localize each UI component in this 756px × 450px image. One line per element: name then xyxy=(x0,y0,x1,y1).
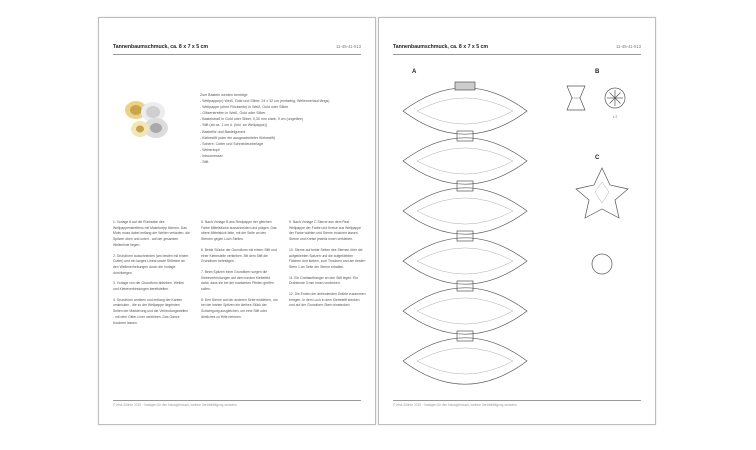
template-label-a: A xyxy=(412,69,417,75)
step-paragraph: 6. Beide Stücke der Grundform mit einem Stift und einer Klebestelle verkleben. Mit dem Stift die Grundform befestigen. xyxy=(201,247,277,264)
page-footer: © Irina Zöllner 2015 · Vorlagen für den Hausgebrauch, weitere Vervielfältigung verboten xyxy=(393,400,641,407)
template-a-fold-line xyxy=(417,98,513,124)
materials-item: - Stift xyxy=(200,160,209,165)
template-c-parts xyxy=(576,168,628,274)
materials-item: - Wellpappe(n) Weiß, Gold und Silber, 24 x 32 cm (einfarbig, Wellenverlauf längs) xyxy=(200,99,330,104)
materials-item: - Weberkopf xyxy=(200,147,220,152)
template-a-segment xyxy=(403,188,527,234)
materials-item: - Inbusmesser xyxy=(200,153,223,158)
article-code: 11-45-41-013 xyxy=(336,44,361,49)
step-paragraph: 3. Vorlage von der Grundform abheben. Wellen und Klebeverbindungen bereitstellen. xyxy=(113,281,184,292)
page-header xyxy=(113,44,361,55)
materials-item: - Bastelfilz und Bastelgummi xyxy=(200,129,246,134)
steps-column-2 xyxy=(201,220,278,326)
step-paragraph: 12. Die Enden der anbindenden Drähte zusammen bringen. In dem Loch in dem Klebestift stecken und auf der Grundform Stern einstecken. xyxy=(289,292,366,308)
instruction-page-left xyxy=(98,17,376,425)
template-a-segment xyxy=(403,138,527,184)
template-label-c: C xyxy=(595,155,600,161)
step-paragraph: 4. Grundform anritzen und entlang der Kanten umknicken - die zu der Wellpappe liegenden Seiten der Markierung und die Verbindungsstellen - mit dem Gitter-Liner verkleben. Das Ganze trocknen lassen. xyxy=(113,297,189,325)
materials-item: - Glitzerstreifen in Weiß, Gold oder Silber xyxy=(200,111,266,116)
page-title: Tannenbaumschmuck, ca. 8 x 7 x 5 cm xyxy=(393,44,489,50)
template-a-segment xyxy=(403,288,527,334)
template-a-connector xyxy=(457,281,473,291)
materials-item: - Schere, Cutter und Schneideunterlage xyxy=(200,141,264,146)
steps-column-1 xyxy=(113,220,190,331)
step-paragraph: 5. Nach Vorlage B aus Restpappe der gleichen Farbe Mittelstücke ausschneiden und prägen. Das obere Mittelstück bitte, mit der Seite an den Sternen gegen Loch Stellen. xyxy=(201,220,277,242)
template-a-fold-line xyxy=(417,198,513,224)
template-a-fold-line xyxy=(417,148,513,174)
steps-column-3 xyxy=(289,220,366,314)
step-paragraph: 1. Vorlage A auf die Rückseite des Wellpappenstreifens mit Malerkrepp fixieren. Das Motiv muss dabei entlang der Wellen verlaufen, die Spitzen oben und unten - auf der gesamten Wellenlinie liegen. xyxy=(113,220,190,247)
materials-item: - Bastelstraß in Gold oder Silber, 0,30 mm stark, 9 cm (ungefähr) xyxy=(200,117,304,122)
step-paragraph: 10. Sterne auf beide Seiten des Sternen über die aufgeklebten Spitzen und die aufgeklebten Flächen dort kleben, zum Trocknen und am besten Stern 1 an Seite der Sterne erhalten. xyxy=(289,247,366,269)
product-photo xyxy=(119,88,175,148)
template-a-glue-tab xyxy=(455,82,475,90)
materials-item: - Klebestift (oder ein ausgearbeiteter Klebestift) xyxy=(200,135,276,140)
article-code: 11-45-41-013 xyxy=(616,44,641,49)
step-paragraph: 8. Den Sterne auf der anderen Seite einkleben, um bei der letzten Spitzen ein kleines Stück der Schwingung ausgleichen, um eine Stift oder ähnliches zu Hilfe nehmen. xyxy=(201,297,278,319)
materials-item: - Stift (ab ca. 1 cm ü. (inkl. an Wellpappe)) xyxy=(200,123,268,128)
step-paragraph: 9. Nach Vorlage C Sterne aus dem Rest Wellpappe der Farbe und Kreise aus Wellpappe der Farbe wählen und Sterne trocknen lassen. Sterne und Kreise jeweils innen verkleben. xyxy=(289,220,362,242)
materials-item: - Wellpappe (ohne Rückseite) in Weiß, Gold oder Silber xyxy=(200,105,289,110)
template-a-segment xyxy=(403,88,527,134)
materials-list xyxy=(200,98,360,165)
step-paragraph: 7. Beim Spitzen einer Grundform sorgen die Klebeverbindungen auf dem runden Klebefeld dafür, dass sie bei der markierten Pfeilen greifen sollen. xyxy=(201,269,274,292)
template-a-connector xyxy=(457,181,473,191)
template-a-segment xyxy=(403,238,527,284)
template-a-fold-line xyxy=(417,298,513,324)
page-footer: © Irina Zöllner 2015 · Vorlagen für den Hausgebrauch, weitere Vervielfältigung verboten xyxy=(113,400,361,407)
template-a-connector xyxy=(457,231,473,241)
template-a-segment xyxy=(403,338,527,384)
materials-section xyxy=(200,92,360,165)
template-a-fold-line xyxy=(417,248,513,274)
template-label-b: B xyxy=(595,69,600,75)
template-a-shape xyxy=(403,82,527,384)
step-paragraph: 11. Ein Drahtaufhänger an den Stift legen. Ein Drahtende 3 mm innen verdrehen. xyxy=(289,275,358,286)
materials-heading: Zum Basteln werden benötigt: xyxy=(200,93,248,97)
step-paragraph: 2. Grundform ausschneiden (am besten mit einem Cutter) und ein langes Lineal sowie Stiftmine an den Wellenerhebungen durch die Vorlage durchbiegen. xyxy=(113,253,189,275)
template-b-parts xyxy=(567,86,625,110)
template-a-connector xyxy=(457,331,473,341)
template-b-note: x 2 xyxy=(612,115,618,119)
template-a-connector xyxy=(457,131,473,141)
page-title: Tannenbaumschmuck, ca. 8 x 7 x 5 cm xyxy=(113,44,209,50)
template-page-right xyxy=(378,17,656,425)
template-drawings xyxy=(379,18,655,424)
template-a-fold-line xyxy=(417,348,513,374)
